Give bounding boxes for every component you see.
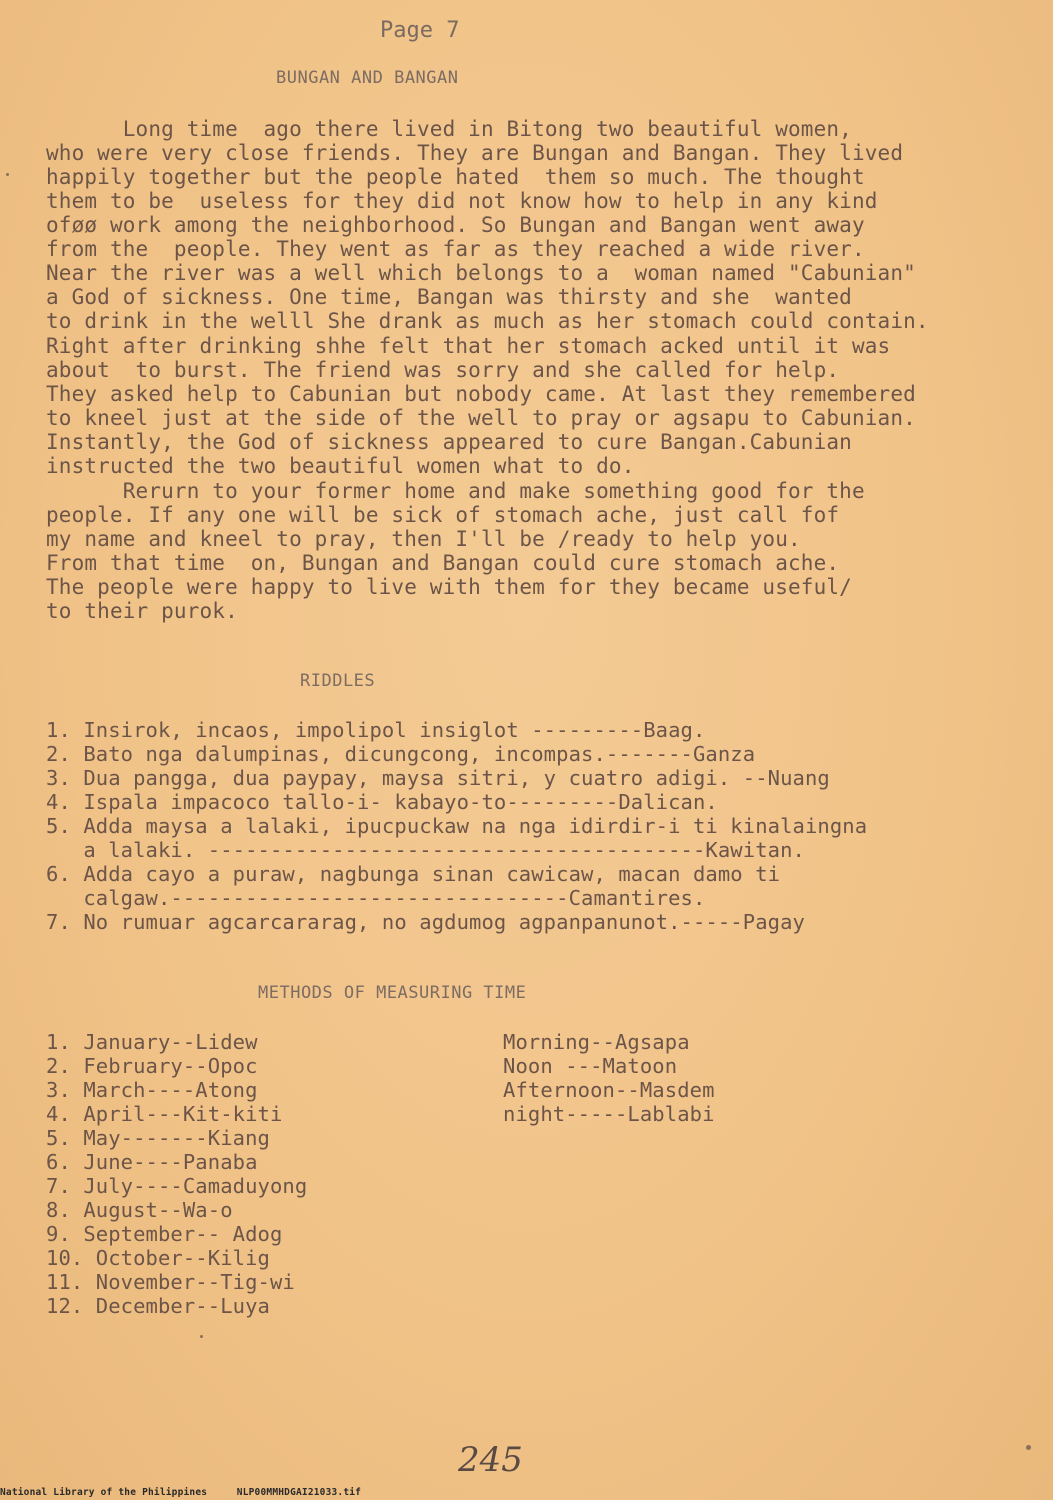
story-line: The people were happy to live with them for they became useful/ bbox=[46, 575, 852, 599]
month-item: 9. September-- Adog bbox=[46, 1222, 283, 1246]
month-item: 1. January--Lidew bbox=[46, 1030, 258, 1054]
story-line: They asked help to Cabunian but nobody came. At last they remembered bbox=[46, 382, 916, 406]
story-title: BUNGAN AND BANGAN bbox=[276, 68, 459, 88]
handwritten-page-number: 245 bbox=[458, 1440, 523, 1480]
riddles-title: RIDDLES bbox=[300, 671, 376, 691]
riddle-line: 5. Adda maysa a lalaki, ipucpuckaw na nga idirdir-i ti kinalaingna bbox=[46, 814, 868, 838]
month-item: 2. February--Opoc bbox=[46, 1054, 258, 1078]
riddle-line: 6. Adda cayo a puraw, nagbunga sinan cawicaw, macan damo ti bbox=[46, 862, 781, 886]
riddle-line: 1. Insirok, incaos, impolipol insiglot ---------Baag. bbox=[46, 718, 706, 742]
story-line: to kneel just at the side of the well to pray or agsapu to Cabunian. bbox=[46, 406, 916, 430]
month-item: 11. November--Tig-wi bbox=[46, 1270, 295, 1294]
riddle-line: a lalaki. ----------------------------------------Kawitan. bbox=[46, 838, 805, 862]
story-line: oføø work among the neighborhood. So Bungan and Bangan went away bbox=[46, 213, 865, 237]
footer bbox=[0, 1487, 361, 1498]
page-label: Page 7 bbox=[380, 18, 460, 43]
time-of-day-item: Morning--Agsapa bbox=[503, 1030, 690, 1054]
story-line: Instantly, the God of sickness appeared to cure Bangan.Cabunian bbox=[46, 430, 852, 454]
month-item: 7. July----Camaduyong bbox=[46, 1174, 308, 1198]
story-line: them to be useless for they did not know how to help in any kind bbox=[46, 189, 878, 213]
story-line: Right after drinking shhe felt that her stomach acked until it was bbox=[46, 334, 891, 358]
riddle-line: 4. Ispala impacoco tallo-i- kabayo-to---------Dalican. bbox=[46, 790, 718, 814]
story-line: about to burst. The friend was sorry and she called for help. bbox=[46, 358, 840, 382]
story-line: to drink in the welll She drank as much as her stomach could contain. bbox=[46, 309, 929, 333]
month-item: 12. December--Luya bbox=[46, 1294, 270, 1318]
month-item: 3. March----Atong bbox=[46, 1078, 258, 1102]
riddle-line: 7. No rumuar agcarcararag, no agdumog agpanpanunot.-----Pagay bbox=[46, 910, 805, 934]
month-item: 8. August--Wa-o bbox=[46, 1198, 233, 1222]
month-item: 5. May-------Kiang bbox=[46, 1126, 270, 1150]
story-line: happily together but the people hated them so much. The thought bbox=[46, 165, 865, 189]
story-line: From that time on, Bungan and Bangan could cure stomach ache. bbox=[46, 551, 840, 575]
time-methods-title: METHODS OF MEASURING TIME bbox=[258, 983, 527, 1003]
story-line: instructed the two beautiful women what to do. bbox=[46, 454, 635, 478]
story-line: my name and kneel to pray, then I'll be /ready to help you. bbox=[46, 527, 801, 551]
stray-mark bbox=[200, 1335, 203, 1338]
story-line: Near the river was a well which belongs to a woman named "Cabunian" bbox=[46, 261, 916, 285]
story-line: people. If any one will be sick of stomach ache, just call fof bbox=[46, 503, 840, 527]
stray-mark bbox=[1026, 1445, 1031, 1450]
time-of-day-item: night-----Lablabi bbox=[503, 1102, 715, 1126]
story-line: to their purok. bbox=[46, 599, 238, 623]
story-line: Long time ago there lived in Bitong two beautiful women, bbox=[46, 117, 852, 141]
story-line: from the people. They went as far as they reached a wide river. bbox=[46, 237, 865, 261]
time-of-day-item: Noon ---Matoon bbox=[503, 1054, 678, 1078]
stray-mark bbox=[6, 173, 9, 176]
month-item: 6. June----Panaba bbox=[46, 1150, 258, 1174]
riddle-line: calgaw.--------------------------------Camantires. bbox=[46, 886, 706, 910]
footer-library: National Library of the Philippines bbox=[0, 1487, 208, 1498]
month-item: 4. April---Kit-kiti bbox=[46, 1102, 283, 1126]
footer-filename: NLP00MMHDGAI21033.tif bbox=[236, 1487, 362, 1498]
riddle-line: 3. Dua pangga, dua paypay, maysa sitri, y cuatro adigi. --Nuang bbox=[46, 766, 830, 790]
story-line: Rerurn to your former home and make something good for the bbox=[46, 479, 865, 503]
riddle-line: 2. Bato nga dalumpinas, dicungcong, incompas.-------Ganza bbox=[46, 742, 756, 766]
story-line: a God of sickness. One time, Bangan was thirsty and she wanted bbox=[46, 285, 852, 309]
story-line: who were very close friends. They are Bungan and Bangan. They lived bbox=[46, 141, 904, 165]
time-of-day-item: Afternoon--Masdem bbox=[503, 1078, 715, 1102]
month-item: 10. October--Kilig bbox=[46, 1246, 270, 1270]
